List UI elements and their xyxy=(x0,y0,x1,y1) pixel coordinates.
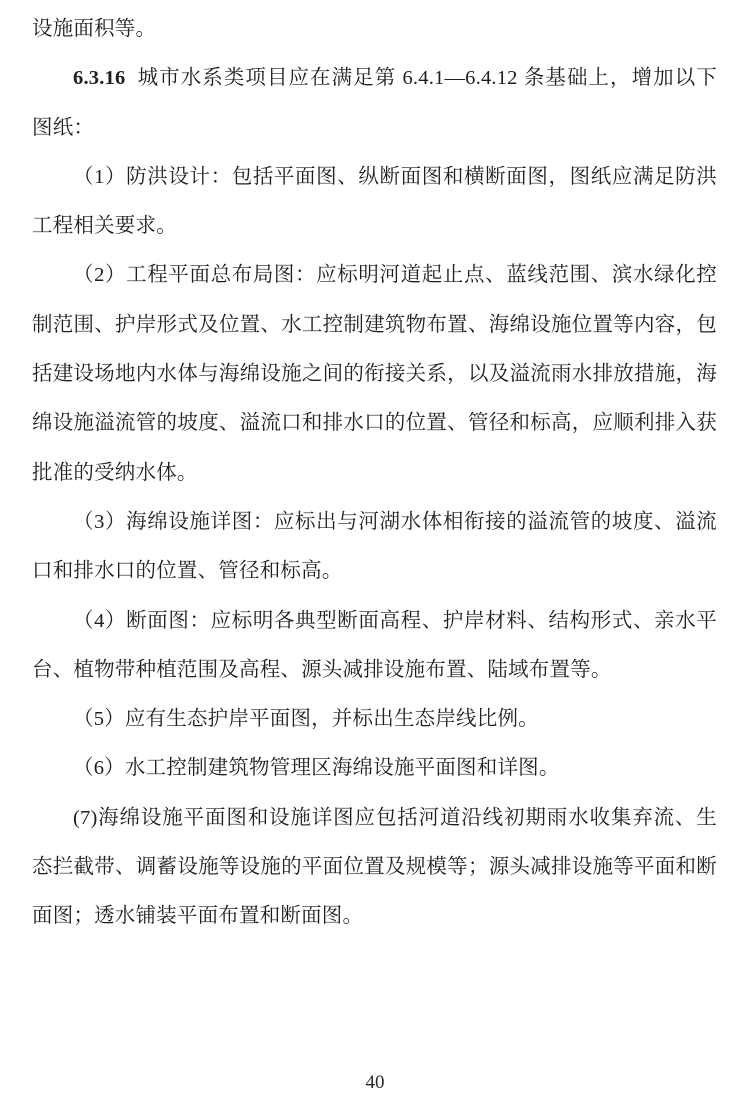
list-item-6: （6）水工控制建筑物管理区海绵设施平面图和详图。 xyxy=(73,757,560,780)
list-item-7: (7)海绵设施平面图和设施详图应包括河道沿线初期雨水收集弃流、生态拦截带、调蓄设施等设施的平面位置及规模等；源头减排设施等平面和断面图；透水铺装平面布置和断面图。 xyxy=(32,806,717,928)
clause-number: 6.3.16 xyxy=(73,67,126,90)
clause-paragraph xyxy=(32,54,717,153)
list-item-1: （1）防洪设计：包括平面图、纵断面图和横断面图，图纸应满足防洪工程相关要求。 xyxy=(32,165,717,238)
continuation-paragraph: 设施面积等。 xyxy=(32,18,157,40)
list-item-4: （4）断面图：应标明各典型断面高程、护岸材料、结构形式、亲水平台、植物带种植范围及高程、源头减排设施布置、陆域布置等。 xyxy=(32,609,717,681)
list-item-3: （3）海绵设施详图：应标出与河湖水体相衔接的溢流管的坡度、溢流口和排水口的位置、管径和标高。 xyxy=(32,510,717,583)
list-item-5: （5）应有生态护岸平面图，并标出生态岸线比例。 xyxy=(73,708,539,731)
clause-text: 城市水系类项目应在满足第 6.4.1—6.4.12 条基础上，增加以下图纸： xyxy=(32,67,717,139)
page-number: 40 xyxy=(365,1072,385,1093)
list-item-2: （2）工程平面总布局图：应标明河道起止点、蓝线范围、滨水绿化控制范围、护岸形式及位置、水工控制建筑物布置、海绵设施位置等内容，包括建设场地内水体与海绵设施之间的衔接关系，以及溢流雨水排放措施，海绵设施溢流管的坡度、溢流口和排水口的位置、管径和标高，应顺利排入获批准的受纳水体。 xyxy=(32,264,717,484)
